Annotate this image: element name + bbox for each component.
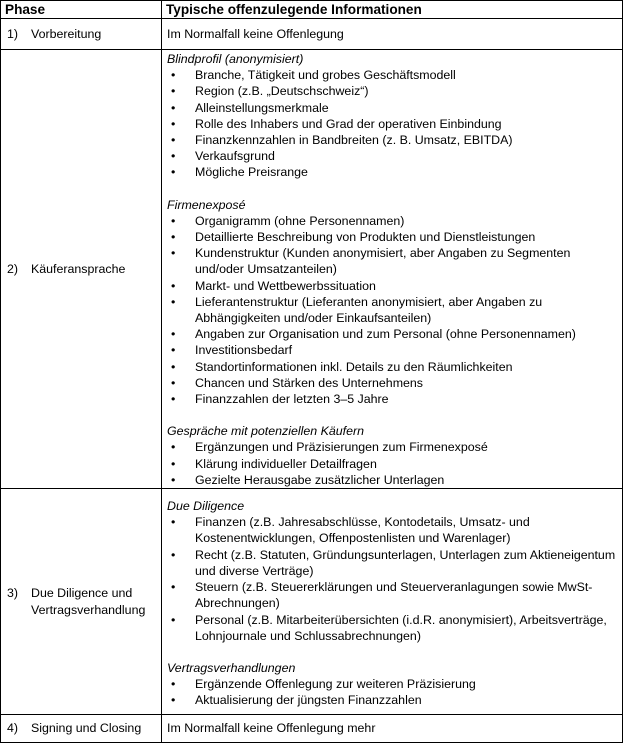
bullet-icon: • [171, 375, 176, 390]
header-info: Typische offenzulegende Informationen [162, 1, 623, 19]
row-vorbereitung [1, 19, 623, 50]
bullet-icon: • [171, 612, 176, 627]
header-row [1, 1, 623, 19]
section-title: Gespräche mit potenziellen Käufern [167, 424, 364, 439]
bullet-icon: • [171, 677, 176, 692]
list-item: • Finanzen (z.B. Jahresabschlüsse, Kontodetails, Umsatz- und Kostenentwicklungen, Offenpostenlisten und Warenlager) [171, 515, 530, 546]
bullet-icon: • [171, 693, 176, 708]
phase-number: 2) [7, 261, 19, 276]
info-cell [162, 715, 623, 743]
phase-cell [1, 715, 162, 743]
list-item: • Finanzzahlen der letzten 3–5 Jahre [171, 392, 389, 407]
bullet-list [167, 67, 618, 180]
bullet-icon: • [171, 515, 176, 530]
bullet-icon: • [171, 230, 176, 245]
phase-cell [1, 50, 162, 489]
phase-number: 3) [7, 586, 19, 601]
list-item: • Verkaufsgrund [171, 149, 275, 164]
section-title: Due Diligence [167, 499, 245, 514]
bullet-icon: • [171, 294, 176, 309]
bullet-list [167, 514, 618, 644]
info-cell [162, 489, 623, 715]
section-title: Blindprofil (anonymisiert) [167, 52, 304, 66]
section-title: Firmenexposé [167, 197, 246, 212]
list-item: • Steuern (z.B. Steuererklärungen und Steuerveranlagungen sowie MwSt-Abrechnungen) [171, 580, 593, 611]
bullet-icon: • [171, 343, 176, 358]
row-due-diligence [1, 489, 623, 715]
row-kaeuferansprache [1, 50, 623, 489]
list-item: • Detaillierte Beschreibung von Produkten und Dienstleistungen [171, 230, 536, 245]
bullet-icon: • [171, 149, 176, 164]
info-text: Im Normalfall keine Offenlegung mehr [167, 721, 376, 736]
bullet-icon: • [171, 440, 176, 455]
phase-name: Signing und Closing [31, 721, 142, 736]
bullet-icon: • [171, 213, 176, 228]
info-text: Im Normalfall keine Offenlegung [167, 26, 344, 41]
bullet-icon: • [171, 392, 176, 407]
bullet-list [167, 676, 618, 708]
bullet-icon: • [171, 472, 176, 487]
section-title: Vertragsverhandlungen [167, 660, 296, 675]
bullet-icon: • [171, 246, 176, 261]
info-cell [162, 19, 623, 50]
bullet-icon: • [171, 359, 176, 374]
bullet-icon: • [171, 456, 176, 471]
list-item: • Branche, Tätigkeit und grobes Geschäftsmodell [171, 68, 456, 83]
list-item: • Aktualisierung der jüngsten Finanzzahlen [171, 693, 422, 708]
list-item: • Standortinformationen inkl. Details zu den Räumlichkeiten [171, 359, 513, 374]
phase-name: Vorbereitung [31, 26, 102, 41]
bullet-icon: • [171, 116, 176, 131]
list-item: • Investitionsbedarf [171, 343, 293, 358]
bullet-icon: • [171, 278, 176, 293]
phase-name: Due Diligence und Vertragsverhandlung [31, 586, 146, 617]
bullet-icon: • [171, 165, 176, 180]
bullet-icon: • [171, 68, 176, 83]
phase-cell [1, 489, 162, 715]
bullet-icon: • [171, 547, 176, 562]
bullet-icon: • [171, 84, 176, 99]
list-item: • Klärung individueller Detailfragen [171, 456, 377, 471]
bullet-icon: • [171, 327, 176, 342]
list-item: • Angaben zur Organisation und zum Personal (ohne Personennamen) [171, 327, 576, 342]
list-item: • Region (z.B. „Deutschschweiz“) [171, 84, 369, 99]
list-item: • Ergänzungen und Präzisierungen zum Firmenexposé [171, 440, 488, 455]
bullet-icon: • [171, 133, 176, 148]
list-item: • Mögliche Preisrange [171, 165, 308, 180]
list-item: • Chancen und Stärken des Unternehmens [171, 375, 423, 390]
list-item: • Ergänzende Offenlegung zur weiteren Präzisierung [171, 677, 476, 692]
row-signing [1, 715, 623, 743]
phase-name: Käuferansprache [31, 261, 126, 276]
bullet-list [167, 439, 618, 488]
phase-number: 1) [7, 26, 19, 41]
phase-number: 4) [7, 721, 19, 736]
list-item: • Organigramm (ohne Personennamen) [171, 213, 405, 228]
list-item: • Finanzkennzahlen in Bandbreiten (z. B. Umsatz, EBITDA) [171, 133, 513, 148]
list-item: • Markt- und Wettbewerbssituation [171, 278, 376, 293]
list-item: • Lieferantenstruktur (Lieferanten anonymisiert, aber Angaben zu Abhängigkeiten und/oder Einkaufsanteilen) [171, 294, 543, 326]
bullet-icon: • [171, 100, 176, 115]
bullet-icon: • [171, 580, 176, 595]
list-item: • Kundenstruktur (Kunden anonymisiert, aber Angaben zu Segmenten und/oder Umsatzanteilen) [171, 246, 571, 277]
list-item: • Personal (z.B. Mitarbeiterübersichten (i.d.R. anonymisiert), Arbeitsverträge, Lohnjournale und Schlussabrechnungen) [171, 612, 607, 643]
phase-cell [1, 19, 162, 50]
list-item: • Rolle des Inhabers und Grad der operativen Einbindung [171, 116, 502, 131]
list-item: • Alleinstellungsmerkmale [171, 100, 329, 115]
list-item: • Recht (z.B. Statuten, Gründungsunterlagen, Unterlagen zum Aktieneigentum und diverse Verträge) [171, 547, 616, 578]
info-cell [162, 50, 623, 489]
list-item: • Gezielte Herausgabe zusätzlicher Unterlagen [171, 472, 445, 487]
bullet-list [167, 213, 618, 407]
header-phase: Phase [1, 1, 162, 19]
